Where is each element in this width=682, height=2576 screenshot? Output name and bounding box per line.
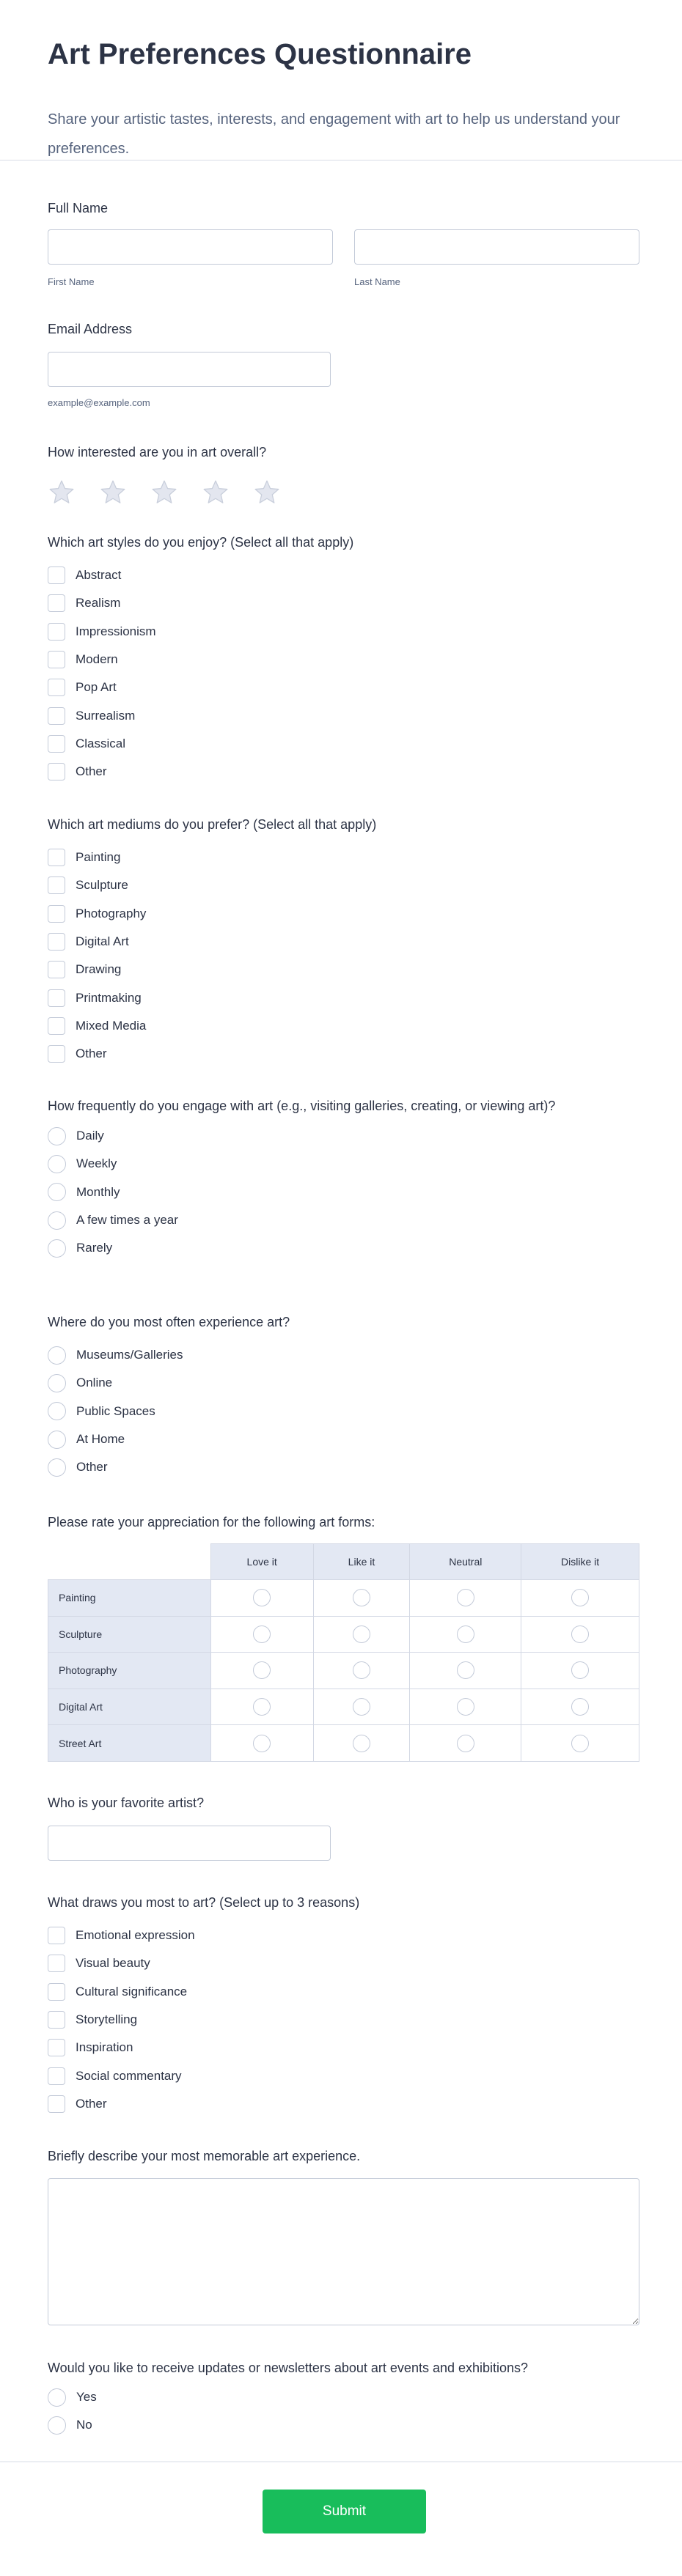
option-label: Weekly (76, 1156, 117, 1171)
matrix-row-label: Sculpture (48, 1616, 211, 1653)
radio-button[interactable] (48, 2416, 66, 2435)
checkbox[interactable] (48, 961, 65, 978)
page-subtitle: Share your artistic tastes, interests, and engagement with art to help us understand your preferences. (48, 111, 620, 157)
option-label: Public Spaces (76, 1403, 155, 1418)
checkbox[interactable] (48, 651, 65, 668)
checkbox[interactable] (48, 735, 65, 753)
styles-field (48, 534, 639, 786)
matrix-cell (210, 1616, 313, 1653)
radio-button[interactable] (48, 1431, 66, 1449)
matrix-cell (410, 1653, 521, 1689)
mediums-option[interactable] (48, 900, 639, 928)
checkbox[interactable] (48, 623, 65, 641)
mediums-option[interactable] (48, 844, 639, 871)
styles-options (48, 561, 639, 786)
newsletter-option[interactable] (48, 2411, 639, 2439)
option-label: Online (76, 1376, 113, 1390)
checkbox[interactable] (48, 1983, 65, 2001)
radio-button[interactable] (253, 1698, 271, 1716)
appreciation-matrix (48, 1543, 639, 1762)
checkbox[interactable] (48, 989, 65, 1007)
matrix-cell (410, 1580, 521, 1617)
first-name-input[interactable] (48, 229, 333, 265)
styles-option[interactable] (48, 758, 639, 786)
checkbox[interactable] (48, 905, 65, 923)
checkbox[interactable] (48, 594, 65, 612)
radio-button[interactable] (353, 1661, 370, 1679)
radio-button[interactable] (253, 1589, 271, 1606)
radio-button[interactable] (457, 1625, 474, 1643)
checkbox[interactable] (48, 707, 65, 725)
radio-button[interactable] (48, 1402, 66, 1420)
appreciation-matrix-field (48, 1513, 639, 1766)
mediums-option[interactable] (48, 928, 639, 956)
radio-button[interactable] (48, 1346, 66, 1365)
email-label: Email Address (48, 322, 133, 336)
star-icon[interactable] (150, 479, 178, 506)
radio-button[interactable] (571, 1589, 589, 1606)
checkbox[interactable] (48, 567, 65, 584)
matrix-cell (521, 1580, 639, 1617)
memorable-textarea[interactable] (48, 2178, 639, 2325)
favorite-artist-input[interactable] (48, 1826, 331, 1861)
memorable-label: Briefly describe your most memorable art experience. (48, 2149, 361, 2163)
frequency-option[interactable] (48, 1178, 639, 1206)
radio-button[interactable] (457, 1698, 474, 1716)
last-name-sublabel: Last Name (354, 276, 400, 287)
draws-option[interactable] (48, 1949, 639, 1977)
option-label: Sculpture (76, 878, 128, 893)
matrix-row (48, 1616, 639, 1653)
option-label: Mixed Media (76, 1018, 147, 1033)
star-icon[interactable] (48, 479, 76, 506)
matrix-column-header: Love it (210, 1544, 313, 1580)
radio-button[interactable] (48, 1458, 66, 1477)
styles-option[interactable] (48, 673, 639, 701)
matrix-row-label: Digital Art (48, 1689, 211, 1725)
frequency-label: How frequently do you engage with art (e.g., visiting galleries, creating, or viewing art)? (48, 1099, 556, 1113)
option-label: Photography (76, 906, 147, 920)
option-label: Modern (76, 652, 118, 667)
radio-button[interactable] (571, 1698, 589, 1716)
option-label: Daily (76, 1129, 104, 1143)
checkbox[interactable] (48, 1017, 65, 1035)
draws-options (48, 1922, 639, 2118)
matrix-cell (410, 1725, 521, 1762)
option-label: Other (76, 1047, 107, 1061)
last-name-input[interactable] (354, 229, 639, 265)
radio-button[interactable] (353, 1698, 370, 1716)
styles-option[interactable] (48, 730, 639, 758)
matrix-column-header: Dislike it (521, 1544, 639, 1580)
draws-field (48, 1894, 639, 2118)
favorite-artist-field (48, 1794, 639, 1864)
radio-button[interactable] (253, 1735, 271, 1752)
matrix-cell (521, 1653, 639, 1689)
where-options (48, 1341, 639, 1481)
mediums-options (48, 844, 639, 1068)
frequency-option[interactable] (48, 1150, 639, 1178)
email-field (48, 320, 639, 416)
newsletter-option[interactable] (48, 2383, 639, 2411)
option-label: Realism (76, 596, 121, 610)
where-label: Where do you most often experience art? (48, 1315, 290, 1329)
matrix-cell (410, 1616, 521, 1653)
mediums-field (48, 816, 639, 1068)
mediums-option[interactable] (48, 983, 639, 1011)
matrix-label: Please rate your appreciation for the following art forms: (48, 1515, 375, 1529)
draws-option[interactable] (48, 1922, 639, 1949)
favorite-artist-label: Who is your favorite artist? (48, 1796, 205, 1810)
matrix-cell (313, 1689, 410, 1725)
option-label: Museums/Galleries (76, 1348, 183, 1362)
checkbox[interactable] (48, 2039, 65, 2056)
matrix-row-label: Photography (48, 1653, 211, 1689)
mediums-option[interactable] (48, 1012, 639, 1040)
option-label: Yes (76, 2390, 97, 2405)
matrix-cell (313, 1616, 410, 1653)
star-icon[interactable] (99, 479, 127, 506)
draws-option[interactable] (48, 2090, 639, 2118)
radio-button[interactable] (353, 1589, 370, 1606)
matrix-row (48, 1689, 639, 1725)
mediums-option[interactable] (48, 1040, 639, 1068)
checkbox[interactable] (48, 1955, 65, 1972)
matrix-row (48, 1725, 639, 1762)
radio-button[interactable] (48, 1374, 66, 1392)
option-label: Inspiration (76, 2040, 133, 2055)
checkbox[interactable] (48, 679, 65, 696)
radio-button[interactable] (571, 1735, 589, 1752)
radio-button[interactable] (48, 1155, 66, 1173)
checkbox[interactable] (48, 2095, 65, 2113)
matrix-column-header: Neutral (410, 1544, 521, 1580)
styles-label: Which art styles do you enjoy? (Select all that apply) (48, 535, 354, 550)
matrix-corner (48, 1544, 211, 1580)
matrix-cell (313, 1725, 410, 1762)
draws-label: What draws you most to art? (Select up to 3 reasons) (48, 1895, 360, 1910)
mediums-label: Which art mediums do you prefer? (Select all that apply) (48, 817, 377, 832)
frequency-options (48, 1122, 639, 1262)
form-footer-divider (0, 2461, 682, 2462)
option-label: Storytelling (76, 2012, 138, 2027)
interest-rating-field (48, 443, 639, 509)
styles-option[interactable] (48, 618, 639, 646)
option-label: Drawing (76, 962, 122, 977)
matrix-cell (410, 1689, 521, 1725)
interest-label: How interested are you in art overall? (48, 445, 267, 460)
option-label: Impressionism (76, 624, 156, 638)
radio-button[interactable] (353, 1625, 370, 1643)
where-option[interactable] (48, 1341, 639, 1369)
option-label: At Home (76, 1432, 125, 1447)
email-input[interactable] (48, 352, 331, 387)
full-name-field (48, 199, 639, 295)
option-label: Cultural significance (76, 1984, 188, 1999)
styles-option[interactable] (48, 561, 639, 589)
styles-option[interactable] (48, 701, 639, 729)
radio-button[interactable] (457, 1735, 474, 1752)
option-label: Rarely (76, 1241, 113, 1255)
radio-button[interactable] (48, 1183, 66, 1201)
draws-option[interactable] (48, 1978, 639, 2006)
form-header (0, 0, 682, 160)
radio-button[interactable] (571, 1661, 589, 1679)
radio-button[interactable] (353, 1735, 370, 1752)
styles-option[interactable] (48, 646, 639, 673)
first-name-sublabel: First Name (48, 276, 95, 287)
radio-button[interactable] (48, 1127, 66, 1145)
radio-button[interactable] (48, 1239, 66, 1258)
matrix-column-header: Like it (313, 1544, 410, 1580)
option-label: Printmaking (76, 990, 142, 1005)
option-label: No (76, 2418, 92, 2432)
radio-button[interactable] (48, 1211, 66, 1230)
matrix-cell (521, 1616, 639, 1653)
frequency-field (48, 1097, 639, 1262)
star-icon[interactable] (202, 479, 230, 506)
option-label: Painting (76, 850, 121, 865)
matrix-cell (210, 1725, 313, 1762)
frequency-option[interactable] (48, 1234, 639, 1262)
option-label: Emotional expression (76, 1928, 195, 1943)
star-icon[interactable] (253, 479, 281, 506)
option-label: Other (76, 1460, 108, 1475)
mediums-option[interactable] (48, 956, 639, 983)
matrix-row (48, 1580, 639, 1617)
matrix-cell (313, 1653, 410, 1689)
where-option[interactable] (48, 1398, 639, 1425)
checkbox[interactable] (48, 849, 65, 866)
styles-option[interactable] (48, 589, 639, 617)
checkbox[interactable] (48, 1927, 65, 1944)
memorable-experience-field (48, 2147, 639, 2330)
radio-button[interactable] (253, 1625, 271, 1643)
option-label: Pop Art (76, 680, 117, 695)
matrix-row-label: Street Art (48, 1725, 211, 1762)
matrix-cell (210, 1653, 313, 1689)
radio-button[interactable] (48, 2388, 66, 2407)
option-label: Social commentary (76, 2068, 182, 2083)
checkbox[interactable] (48, 763, 65, 780)
matrix-cell (521, 1725, 639, 1762)
matrix-row-label: Painting (48, 1580, 211, 1617)
checkbox[interactable] (48, 2067, 65, 2085)
option-label: Visual beauty (76, 1956, 150, 1971)
matrix-row (48, 1653, 639, 1689)
checkbox[interactable] (48, 1045, 65, 1063)
option-label: Other (76, 2096, 107, 2111)
option-label: Monthly (76, 1184, 120, 1199)
option-label: A few times a year (76, 1213, 178, 1228)
draws-option[interactable] (48, 2062, 639, 2089)
where-field (48, 1313, 639, 1481)
newsletter-options (48, 2383, 639, 2440)
page-title: Art Preferences Questionnaire (48, 38, 472, 70)
option-label: Classical (76, 736, 126, 750)
radio-button[interactable] (457, 1661, 474, 1679)
newsletter-field (48, 2359, 639, 2440)
full-name-label: Full Name (48, 201, 109, 215)
radio-button[interactable] (571, 1625, 589, 1643)
where-option[interactable] (48, 1369, 639, 1397)
frequency-option[interactable] (48, 1122, 639, 1150)
matrix-cell (210, 1580, 313, 1617)
radio-button[interactable] (253, 1661, 271, 1679)
email-sublabel: example@example.com (48, 397, 150, 408)
checkbox[interactable] (48, 933, 65, 951)
option-label: Abstract (76, 568, 122, 583)
draws-option[interactable] (48, 2006, 639, 2034)
submit-button[interactable]: Submit (263, 2490, 426, 2533)
where-option[interactable] (48, 1453, 639, 1481)
radio-button[interactable] (457, 1589, 474, 1606)
option-label: Surrealism (76, 708, 136, 723)
draws-option[interactable] (48, 2034, 639, 2062)
matrix-cell (210, 1689, 313, 1725)
option-label: Other (76, 764, 107, 779)
matrix-cell (521, 1689, 639, 1725)
newsletter-label: Would you like to receive updates or newsletters about art events and exhibitions? (48, 2361, 529, 2375)
mediums-option[interactable] (48, 871, 639, 899)
matrix-cell (313, 1580, 410, 1617)
option-label: Digital Art (76, 934, 129, 949)
star-rating (48, 479, 281, 506)
checkbox[interactable] (48, 2011, 65, 2029)
frequency-option[interactable] (48, 1206, 639, 1234)
checkbox[interactable] (48, 876, 65, 894)
where-option[interactable] (48, 1425, 639, 1453)
